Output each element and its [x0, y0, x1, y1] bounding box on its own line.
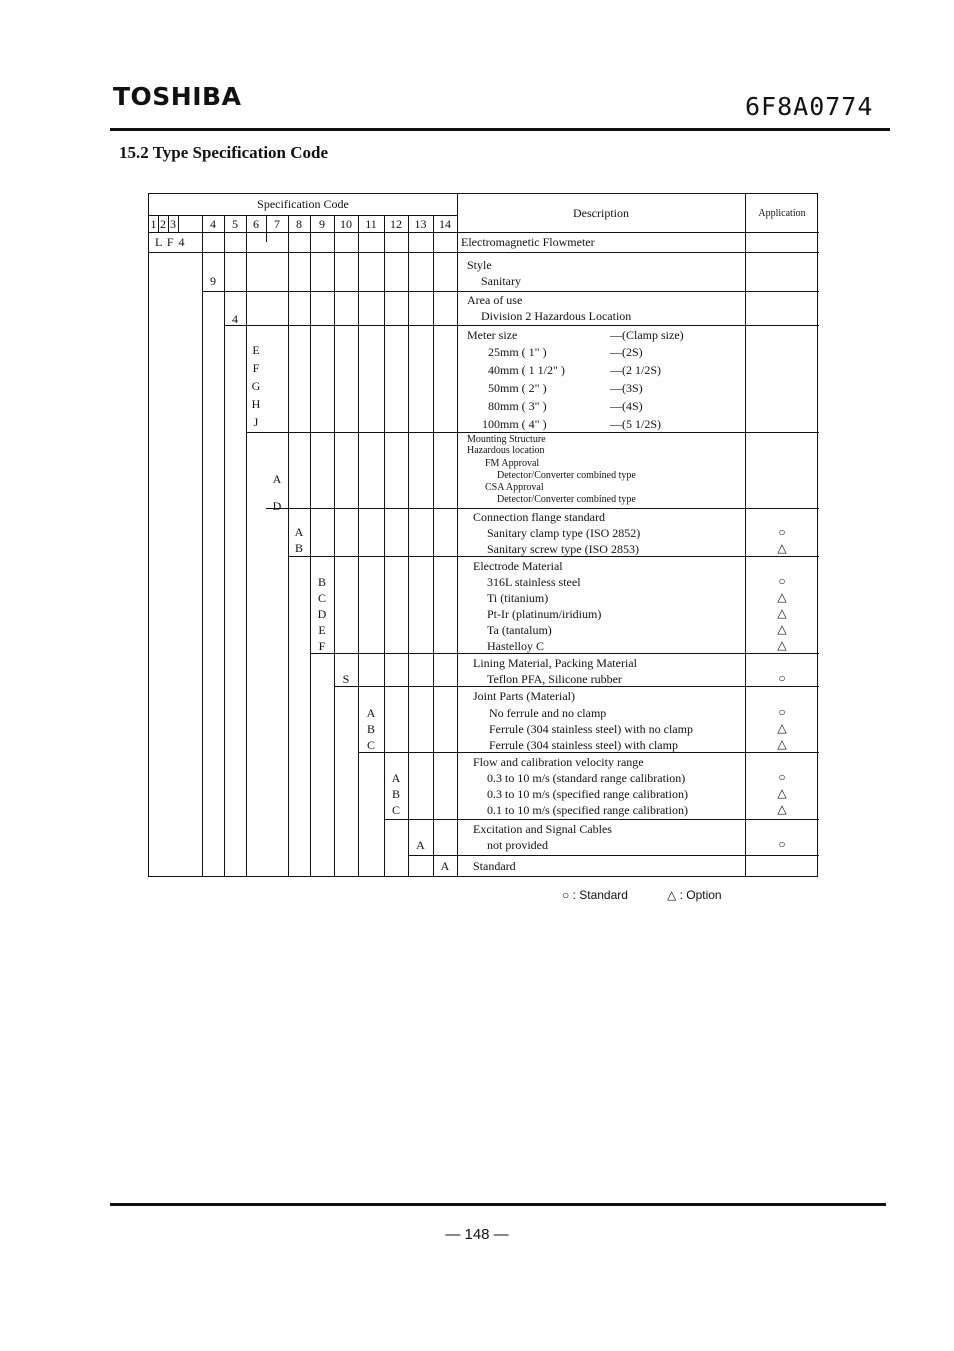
- position-number: 2: [160, 217, 166, 231]
- position-number: 13: [414, 217, 427, 231]
- flow-item: 0.3 to 10 m/s (standard range calibration): [487, 771, 686, 785]
- clamp-title: —(Clamp size): [610, 328, 684, 342]
- meter-size: 100mm ( 4" ): [482, 417, 547, 431]
- electrode-item: Ta (tantalum): [487, 623, 552, 637]
- position-number: 14: [439, 217, 451, 231]
- clamp-size: —(2S): [610, 345, 643, 359]
- mounting-line: Detector/Converter combined type: [497, 494, 636, 505]
- brand-logo: TOSHIBA: [113, 82, 242, 111]
- base-code: L F 4: [155, 235, 186, 249]
- flange-item: Sanitary screw type (ISO 2853): [487, 542, 639, 556]
- position-number: 6: [253, 217, 259, 231]
- lining-item: Teflon PFA, Silicone rubber: [487, 672, 622, 686]
- meter-size: 40mm ( 1 1/2" ): [488, 363, 565, 377]
- section-title: 15.2 Type Specification Code: [119, 143, 329, 162]
- electrode-code: D: [317, 607, 327, 621]
- meter-size: 50mm ( 2" ): [488, 381, 547, 395]
- standard-code: A: [440, 859, 450, 873]
- application-mark: ○: [778, 525, 786, 539]
- joint-item: Ferrule (304 stainless steel) with clamp: [489, 738, 678, 752]
- mounting-line: Detector/Converter combined type: [497, 470, 636, 481]
- application-mark: △: [777, 590, 787, 604]
- header-rule: [110, 128, 890, 131]
- meter-code: E: [252, 343, 260, 357]
- joint-item: Ferrule (304 stainless steel) with no clamp: [489, 722, 693, 736]
- application-mark: △: [777, 786, 787, 800]
- application-mark: △: [777, 721, 787, 735]
- clamp-size: —(3S): [610, 381, 643, 395]
- area-code: 4: [232, 312, 238, 326]
- lining-code: S: [342, 672, 350, 686]
- application-mark: △: [777, 541, 787, 555]
- mounting-code: D: [272, 499, 282, 513]
- flow-title: Flow and calibration velocity range: [473, 755, 644, 769]
- flow-code: C: [391, 803, 400, 817]
- application-mark: ○: [778, 837, 786, 851]
- legend-option: △ : Option: [667, 888, 722, 902]
- position-number: 1: [150, 217, 157, 231]
- electrode-code: E: [318, 623, 326, 637]
- type-specification-table: [148, 193, 818, 877]
- electrode-item: Hastelloy C: [487, 639, 544, 653]
- flow-code: B: [391, 787, 400, 801]
- area-title: Area of use: [467, 293, 523, 307]
- application-mark: ○: [778, 671, 786, 685]
- application-mark: ○: [778, 770, 786, 784]
- position-number: 7: [274, 217, 280, 231]
- electrode-code: F: [318, 639, 326, 653]
- cable-title: Excitation and Signal Cables: [473, 822, 612, 836]
- application-mark: △: [777, 802, 787, 816]
- joint-code: B: [366, 722, 375, 736]
- electrode-title: Electrode Material: [473, 559, 563, 573]
- meter-code: H: [251, 397, 261, 411]
- meter-title: Meter size: [467, 328, 518, 342]
- electrode-item: Pt-Ir (platinum/iridium): [487, 607, 602, 621]
- application-heading: Application: [758, 208, 806, 219]
- mounting-code: A: [272, 472, 282, 486]
- lining-title: Lining Material, Packing Material: [473, 656, 637, 670]
- position-number: 5: [232, 217, 238, 231]
- clamp-size: —(5 1/2S): [610, 417, 661, 431]
- mounting-line: FM Approval: [485, 458, 540, 469]
- spec-code-heading: Specification Code: [257, 197, 349, 211]
- position-number: 4: [210, 217, 216, 231]
- meter-code: F: [252, 361, 260, 375]
- footer-rule: [110, 1203, 886, 1206]
- flow-item: 0.3 to 10 m/s (specified range calibration): [487, 787, 688, 801]
- electrode-item: 316L stainless steel: [487, 575, 581, 589]
- meter-code: G: [251, 379, 261, 393]
- cable-code: A: [416, 838, 425, 852]
- meter-size: 25mm ( 1" ): [488, 345, 547, 359]
- cable-item: not provided: [487, 838, 548, 852]
- mounting-line: Mounting Structure: [467, 434, 546, 445]
- standard-title: Standard: [473, 859, 516, 873]
- joint-code: C: [366, 738, 375, 752]
- electrode-item: Ti (titanium): [487, 591, 549, 605]
- application-mark: △: [777, 737, 787, 751]
- flow-code: A: [391, 771, 401, 785]
- joint-title: Joint Parts (Material): [473, 689, 575, 703]
- application-mark: △: [777, 622, 787, 636]
- description-heading: Description: [573, 206, 629, 220]
- position-number: 9: [319, 217, 325, 231]
- meter-size: 80mm ( 3" ): [488, 399, 547, 413]
- electrode-code: C: [317, 591, 326, 605]
- style-title: Style: [467, 258, 492, 272]
- document-number: 6F8A0774: [745, 92, 874, 121]
- position-number: 8: [296, 217, 302, 231]
- position-number: 3: [170, 217, 176, 231]
- legend-standard: ○ : Standard: [562, 888, 628, 902]
- mounting-line: CSA Approval: [485, 482, 544, 493]
- position-number: 10: [340, 217, 352, 231]
- clamp-size: —(2 1/2S): [610, 363, 661, 377]
- application-mark: △: [777, 638, 787, 652]
- flange-item: Sanitary clamp type (ISO 2852): [487, 526, 641, 540]
- style-item: Sanitary: [481, 274, 521, 288]
- flange-title: Connection flange standard: [473, 510, 605, 524]
- electrode-code: B: [317, 575, 326, 589]
- base-description: Electromagnetic Flowmeter: [461, 235, 595, 249]
- meter-code: J: [253, 415, 259, 429]
- position-number: 11: [365, 217, 377, 231]
- position-number: 12: [390, 217, 402, 231]
- joint-code: A: [366, 706, 376, 720]
- flow-item: 0.1 to 10 m/s (specified range calibration): [487, 803, 688, 817]
- page-number: — 148 —: [445, 1226, 509, 1243]
- flange-code: A: [294, 525, 304, 539]
- application-mark: ○: [778, 574, 786, 588]
- joint-item: No ferrule and no clamp: [489, 706, 607, 720]
- area-item: Division 2 Hazardous Location: [481, 309, 632, 323]
- application-mark: ○: [778, 705, 786, 719]
- clamp-size: —(4S): [610, 399, 643, 413]
- application-mark: △: [777, 606, 787, 620]
- style-code: 9: [210, 274, 216, 288]
- flange-code: B: [294, 541, 303, 555]
- mounting-line: Hazardous location: [467, 445, 545, 456]
